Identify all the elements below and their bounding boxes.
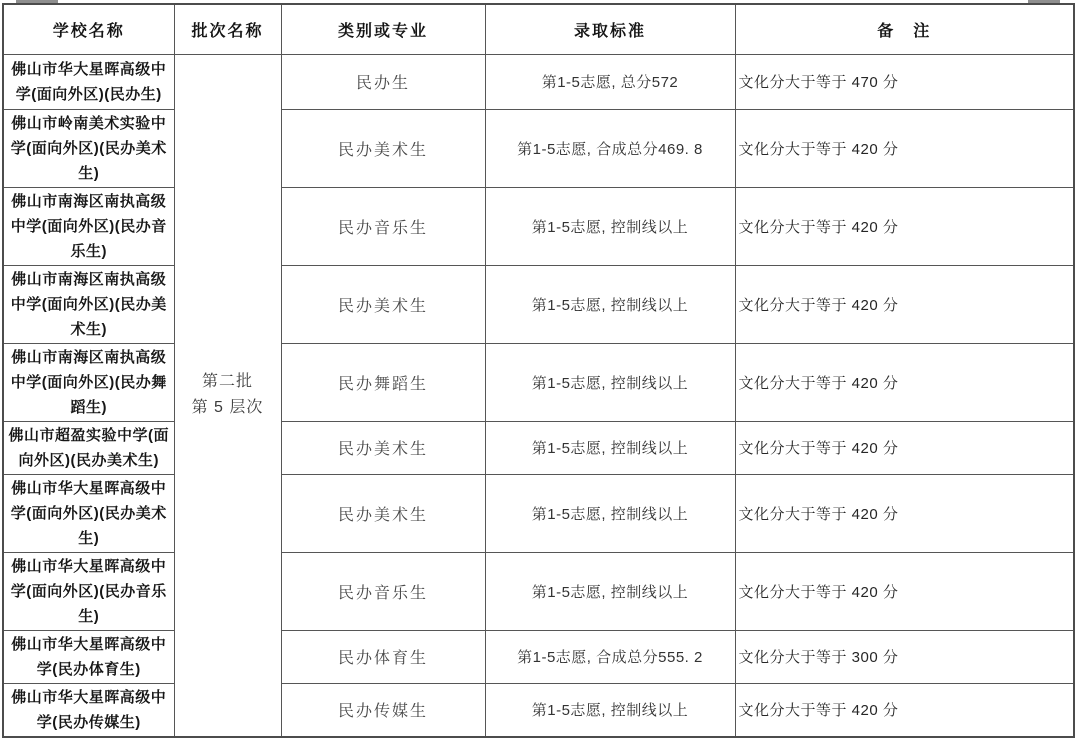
- admission-standard-cell: 第1-5志愿, 控制线以上: [485, 265, 735, 343]
- table-header-row: [3, 4, 1074, 54]
- remark-cell: 文化分大于等于 420 分: [735, 474, 1074, 552]
- remark-cell: 文化分大于等于 470 分: [735, 54, 1074, 109]
- header-category: 类别或专业: [281, 4, 485, 54]
- remark-cell: 文化分大于等于 420 分: [735, 683, 1074, 737]
- admission-standard-cell: 第1-5志愿, 控制线以上: [485, 552, 735, 630]
- remark-cell: 文化分大于等于 420 分: [735, 265, 1074, 343]
- remark-cell: 文化分大于等于 420 分: [735, 552, 1074, 630]
- table-row: [3, 187, 1074, 265]
- school-name-cell: 佛山市华大星晖高级中学(民办体育生): [3, 630, 174, 683]
- category-cell: 民办传媒生: [281, 683, 485, 737]
- table-body: [3, 54, 1074, 737]
- admission-standard-cell: 第1-5志愿, 合成总分555. 2: [485, 630, 735, 683]
- table-row: [3, 552, 1074, 630]
- admission-standard-cell: 第1-5志愿, 总分572: [485, 54, 735, 109]
- school-name-cell: 佛山市超盈实验中学(面向外区)(民办美术生): [3, 421, 174, 474]
- batch-line1: 第二批: [201, 373, 253, 390]
- remark-cell: 文化分大于等于 420 分: [735, 343, 1074, 421]
- batch-name-cell: [174, 54, 281, 737]
- school-name-cell: 佛山市华大星晖高级中学(面向外区)(民办生): [3, 54, 174, 109]
- table-row: [3, 109, 1074, 187]
- category-cell: 民办音乐生: [281, 552, 485, 630]
- table-row: [3, 683, 1074, 737]
- header-batch-name: 批次名称: [174, 4, 281, 54]
- admission-standard-cell: 第1-5志愿, 合成总分469. 8: [485, 109, 735, 187]
- table-row: [3, 421, 1074, 474]
- table-row: [3, 54, 1074, 109]
- admission-standard-cell: 第1-5志愿, 控制线以上: [485, 187, 735, 265]
- header-remarks: 备 注: [735, 4, 1074, 54]
- admission-standard-cell: 第1-5志愿, 控制线以上: [485, 343, 735, 421]
- remark-cell: 文化分大于等于 420 分: [735, 109, 1074, 187]
- school-name-cell: 佛山市华大星晖高级中学(面向外区)(民办音乐生): [3, 552, 174, 630]
- category-cell: 民办生: [281, 54, 485, 109]
- header-school-name: 学校名称: [3, 4, 174, 54]
- remark-cell: 文化分大于等于 420 分: [735, 187, 1074, 265]
- category-cell: 民办体育生: [281, 630, 485, 683]
- category-cell: 民办美术生: [281, 265, 485, 343]
- admission-standard-cell: 第1-5志愿, 控制线以上: [485, 474, 735, 552]
- batch-line2: 第 5 层次: [191, 399, 264, 416]
- category-cell: 民办舞蹈生: [281, 343, 485, 421]
- header-admission-standard: 录取标准: [485, 4, 735, 54]
- school-name-cell: 佛山市南海区南执高级中学(面向外区)(民办美术生): [3, 265, 174, 343]
- table-row: [3, 343, 1074, 421]
- school-name-cell: 佛山市岭南美术实验中学(面向外区)(民办美术生): [3, 109, 174, 187]
- remark-cell: 文化分大于等于 300 分: [735, 630, 1074, 683]
- admission-standard-cell: 第1-5志愿, 控制线以上: [485, 683, 735, 737]
- category-cell: 民办音乐生: [281, 187, 485, 265]
- school-name-cell: 佛山市南海区南执高级中学(面向外区)(民办音乐生): [3, 187, 174, 265]
- school-name-cell: 佛山市南海区南执高级中学(面向外区)(民办舞蹈生): [3, 343, 174, 421]
- category-cell: 民办美术生: [281, 474, 485, 552]
- table-row: [3, 630, 1074, 683]
- admissions-table: [2, 3, 1075, 738]
- category-cell: 民办美术生: [281, 421, 485, 474]
- school-name-cell: 佛山市华大星晖高级中学(面向外区)(民办美术生): [3, 474, 174, 552]
- table-row: [3, 265, 1074, 343]
- school-name-cell: 佛山市华大星晖高级中学(民办传媒生): [3, 683, 174, 737]
- remark-cell: 文化分大于等于 420 分: [735, 421, 1074, 474]
- admissions-table-wrapper: [2, 3, 1073, 738]
- table-row: [3, 474, 1074, 552]
- admission-standard-cell: 第1-5志愿, 控制线以上: [485, 421, 735, 474]
- category-cell: 民办美术生: [281, 109, 485, 187]
